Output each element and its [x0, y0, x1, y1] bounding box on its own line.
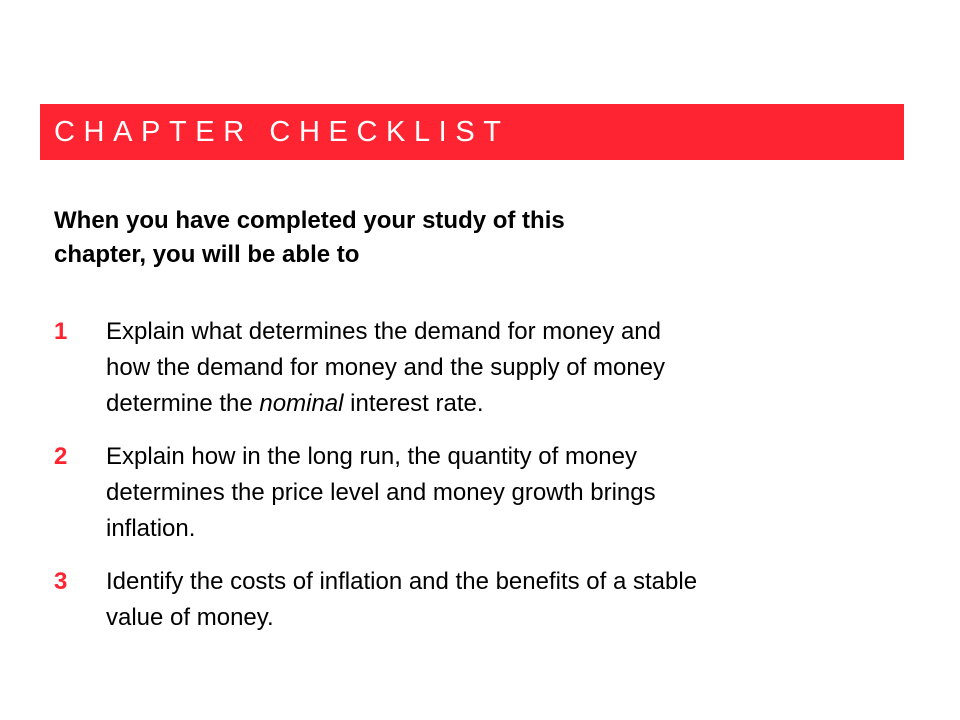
item-number: 3 [54, 568, 68, 595]
item-line: determines the price level and money growth brings [106, 479, 656, 506]
item-emphasis: nominal [259, 390, 344, 417]
checklist-item-2 [54, 439, 904, 547]
checklist [54, 314, 904, 636]
item-line: how the demand for money and the supply of money [106, 354, 666, 381]
item-text [106, 439, 904, 547]
item-number: 2 [54, 443, 68, 470]
intro-line: chapter, you will be able to [54, 241, 360, 268]
banner-title: CHAPTER CHECKLIST [54, 116, 510, 148]
item-line: Explain how in the long run, the quantity of money [106, 443, 637, 470]
item-line-part: determine the [106, 390, 260, 417]
checklist-item-1 [54, 314, 904, 422]
item-line-part: interest rate. [343, 390, 484, 417]
item-text [106, 314, 904, 422]
chapter-checklist-banner [40, 104, 904, 160]
item-line: Identify the costs of inflation and the benefits of a stable [106, 568, 698, 595]
item-line: Explain what determines the demand for money and [106, 318, 661, 345]
item-line [106, 386, 904, 422]
item-number: 1 [54, 318, 68, 345]
intro-line: When you have completed your study of this [54, 207, 565, 234]
intro-text [54, 204, 814, 272]
item-line: value of money. [106, 604, 274, 631]
item-text [106, 564, 904, 636]
item-line: inflation. [106, 515, 196, 542]
checklist-item-3 [54, 564, 904, 636]
